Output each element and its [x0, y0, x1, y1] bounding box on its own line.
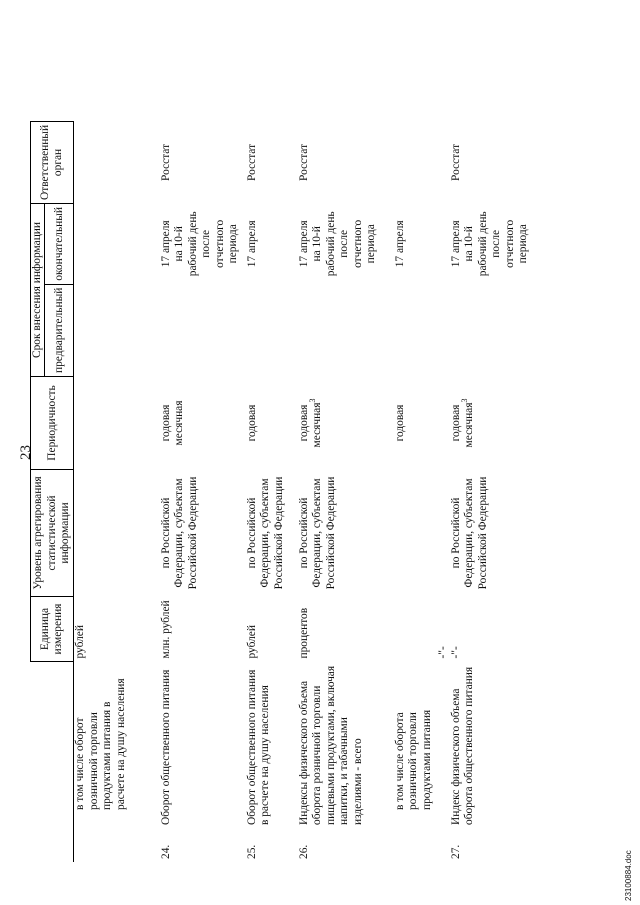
period-value-2: месячная — [173, 400, 186, 446]
final-cell — [298, 203, 394, 284]
period-text: месячная — [463, 402, 476, 448]
header-deadline: Срок внесения информации — [31, 203, 45, 376]
final-date: 17 апреля — [449, 220, 462, 268]
periodicity-cell — [394, 377, 450, 470]
periodicity-cell — [298, 377, 394, 470]
header-unit: Единица измерения — [31, 597, 74, 662]
responsible-cell: Росстат — [297, 143, 310, 181]
indicator-name: Оборот общественного питания в расчете на душу населения — [245, 669, 272, 825]
header-indicator — [31, 662, 74, 829]
document-code: 23100884.doc — [624, 850, 633, 901]
final-date: 17 апреля — [159, 220, 172, 268]
final-date: 17 апреля — [297, 220, 310, 268]
periodicity-cell — [160, 377, 246, 470]
period-text: месячная — [311, 402, 324, 448]
indicator-name: Оборот общественного питания — [159, 669, 172, 825]
row-number — [74, 828, 160, 862]
row-number — [394, 828, 450, 862]
header-periodicity: Периодичность — [31, 377, 74, 470]
final-cell — [450, 203, 536, 284]
period-value-2 — [308, 380, 324, 467]
indicator-name: Индексы физического объема оборота розничной торговли пищевыми продуктами, включая напитки, и табачными изделиями - всего — [297, 665, 364, 825]
aggregation-cell — [394, 470, 450, 597]
period-value: годовая — [245, 404, 258, 442]
responsible-cell: Росстат — [449, 143, 462, 181]
final-cell — [74, 203, 160, 284]
header-responsible: Ответственный орган — [31, 121, 74, 203]
table-row — [246, 121, 298, 862]
aggregation-cell: по Российской Федерации, субъектам Российской Федерации — [449, 476, 489, 590]
row-number: 26. — [297, 844, 310, 859]
preliminary-cell — [246, 284, 298, 376]
responsible-cell — [74, 121, 160, 203]
periodicity-cell — [450, 377, 536, 470]
header-preliminary: предварительный — [45, 284, 74, 376]
unit-cell: -"- — [436, 646, 449, 659]
final-date-2: на 10-й рабочий день после отчетного периода — [173, 211, 240, 277]
preliminary-cell — [74, 284, 160, 376]
periodicity-cell — [74, 377, 160, 470]
final-date-2: на 10-й рабочий день после отчетного периода — [311, 211, 378, 277]
indicator-table — [30, 121, 536, 862]
row-number: 24. — [159, 844, 172, 859]
aggregation-cell: по Российской Федерации, субъектам Российской Федерации — [297, 476, 337, 590]
header-number — [31, 828, 74, 862]
period-value: годовая — [297, 404, 310, 442]
page-number: 23 — [18, 445, 34, 460]
header-aggregation: Уровень агрегирования статистической информации — [31, 470, 74, 597]
table-row — [298, 121, 394, 862]
table-row — [394, 121, 450, 862]
periodicity-cell — [246, 377, 298, 470]
final-cell — [246, 203, 298, 284]
preliminary-cell — [160, 284, 246, 376]
indicator-name: в том числе оборот розничной торговли продуктами питания в расчете на душу населения — [74, 678, 127, 810]
row-number: 27. — [449, 844, 462, 859]
table-row — [74, 121, 160, 862]
table-row — [160, 121, 246, 862]
unit-cell: рублей — [245, 625, 258, 659]
indicator-name: Индекс физического объема оборота общественного питания — [449, 666, 476, 825]
final-date: 17 апреля — [245, 220, 258, 268]
indicator-name: в том числе оборота розничной торговли продуктами питания — [393, 709, 433, 810]
final-cell — [160, 203, 246, 284]
footnote-mark: 3 — [308, 398, 318, 403]
responsible-cell: Росстат — [159, 143, 172, 181]
unit-cell: рублей — [74, 625, 87, 659]
final-date: 17 апреля — [393, 220, 406, 268]
preliminary-cell — [298, 284, 394, 376]
table-row — [450, 121, 536, 862]
unit-cell: -"- — [449, 646, 462, 659]
row-number: 25. — [245, 844, 258, 859]
period-value: годовая — [449, 404, 462, 442]
period-value: годовая — [393, 404, 406, 442]
responsible-cell — [394, 121, 450, 203]
header-final: окончательный — [45, 203, 74, 284]
aggregation-cell: по Российской Федерации, субъектам Российской Федерации — [159, 476, 199, 590]
unit-cell: процентов — [297, 607, 310, 659]
aggregation-cell: по Российской Федерации, субъектам Российской Федерации — [245, 476, 285, 590]
preliminary-cell — [394, 284, 450, 376]
final-cell — [394, 203, 450, 284]
final-date-2: на 10-й рабочий день после отчетного периода — [463, 211, 530, 277]
aggregation-cell — [74, 470, 160, 597]
period-value: годовая — [159, 404, 172, 442]
period-value-2 — [460, 380, 476, 467]
footnote-mark: 3 — [460, 398, 470, 403]
responsible-cell: Росстат — [245, 143, 258, 181]
unit-cell: млн. рублей — [159, 600, 172, 659]
preliminary-cell — [450, 284, 536, 376]
